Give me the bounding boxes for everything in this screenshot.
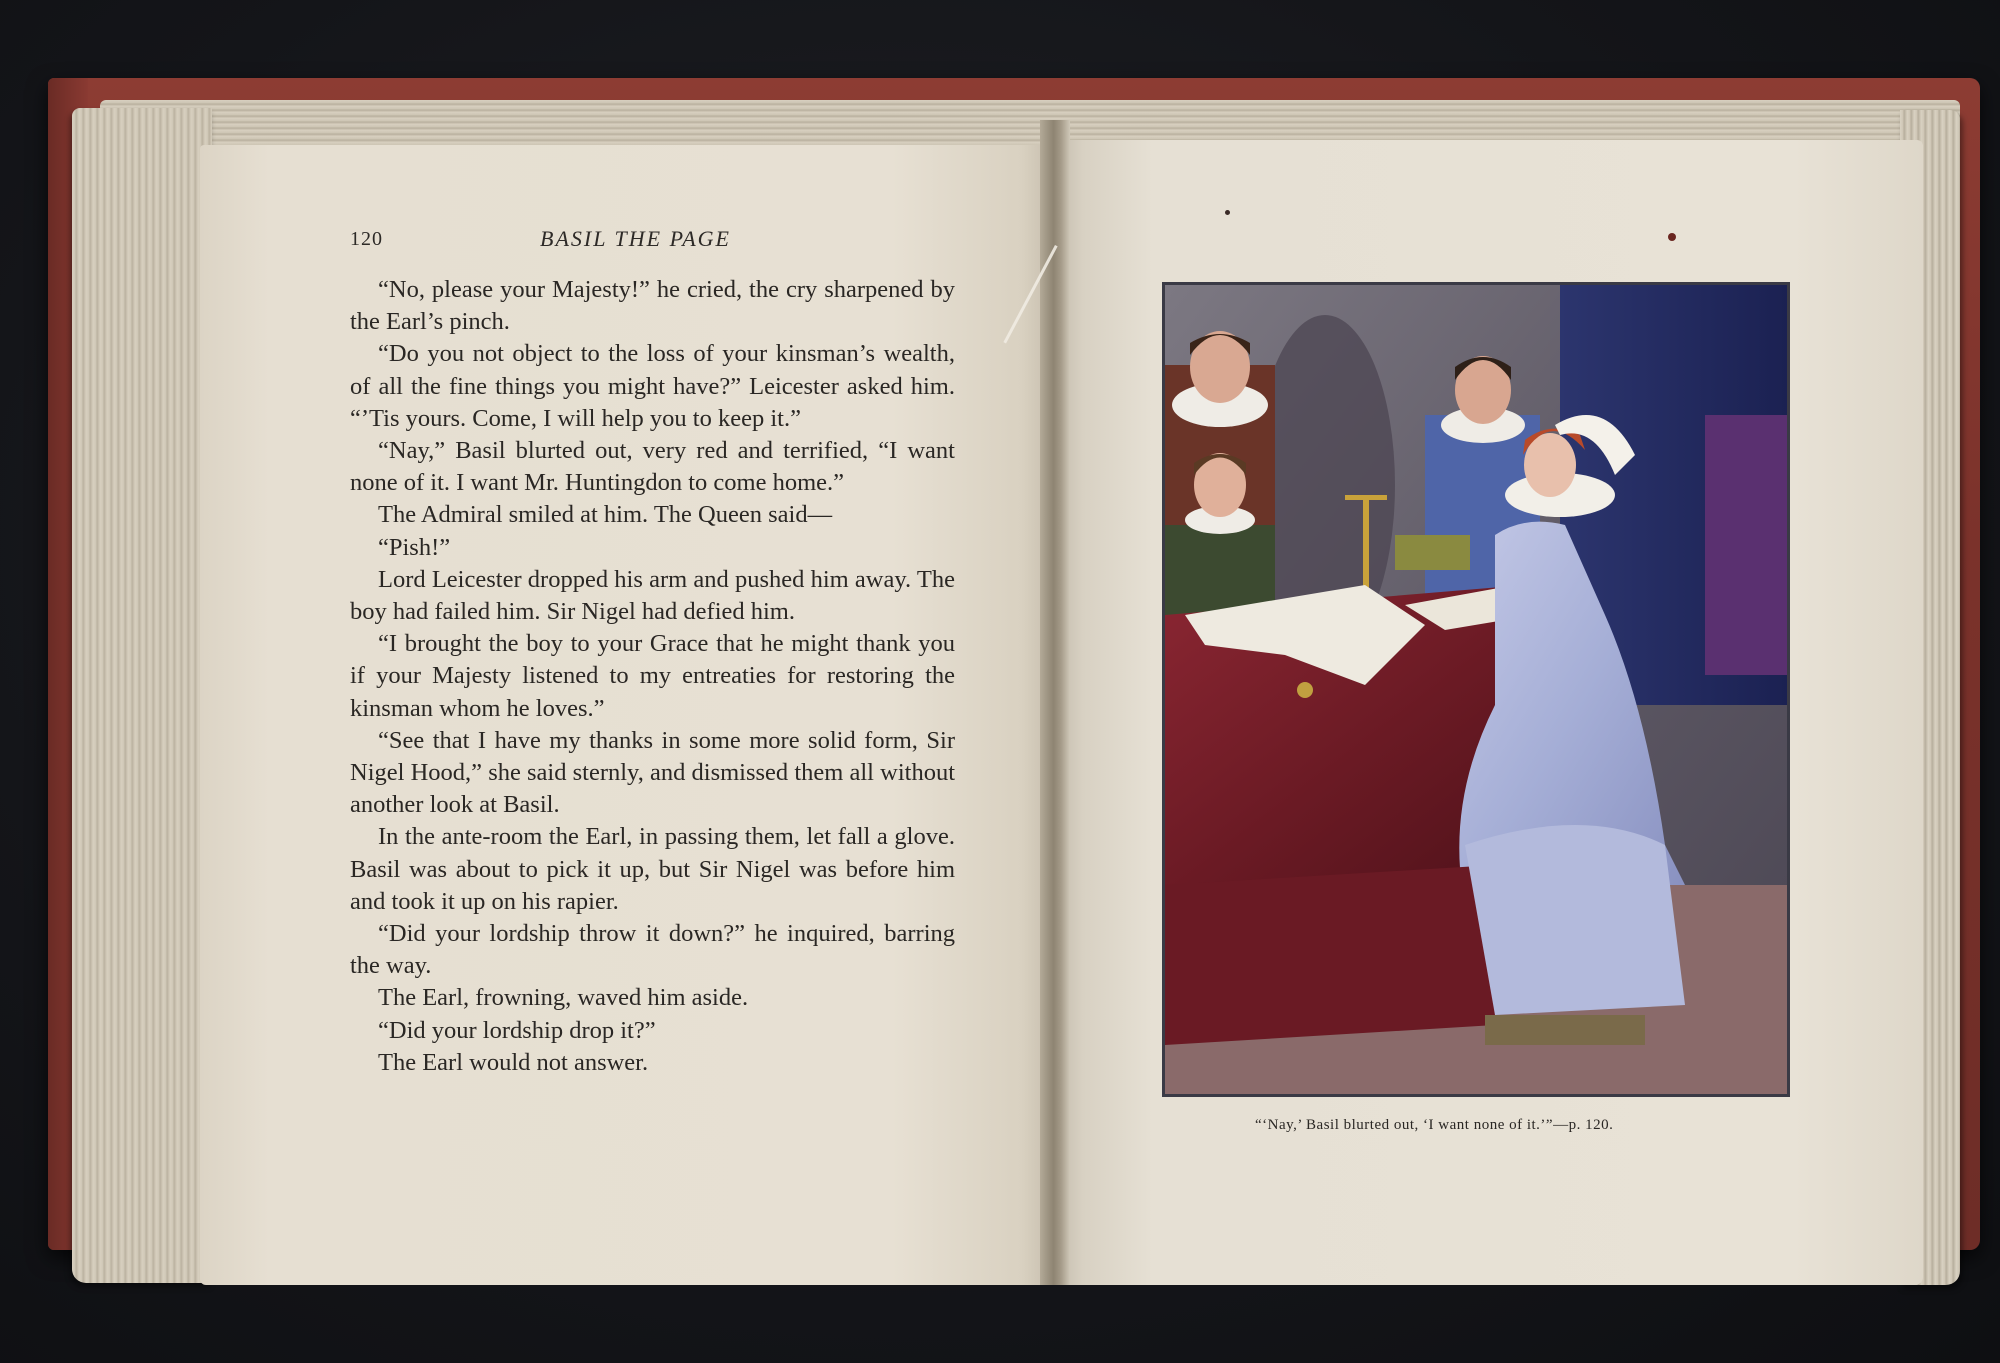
footstool	[1485, 1015, 1645, 1045]
paragraph: The Earl would not answer.	[378, 1048, 649, 1076]
queen-skirt	[1465, 825, 1685, 1015]
candlestick	[1363, 500, 1369, 590]
paragraph: “No, please your Majesty!” he cried, the cry sharpened by the Earl’s pinch.	[350, 276, 955, 336]
paragraph: “Nay,” Basil blurted out, very red and terrified, “I want none of it. I want Mr. Huntingdon to come home.”	[350, 437, 955, 497]
paragraph: “I brought the boy to your Grace that he might thank you if your Majesty listened to my entreaties for restoring the kinsman whom he loves.”	[350, 630, 955, 722]
green-box	[1395, 535, 1470, 570]
tablecloth-drape	[1165, 865, 1495, 1045]
book-gutter	[1040, 120, 1070, 1285]
purple-figure-right	[1705, 415, 1787, 675]
paragraph: “Do you not object to the loss of your kinsman’s wealth, of all the fine things you might have?” Leicester asked him. “’Tis yours. Come, I will help you to keep it.”	[350, 340, 955, 432]
paragraph: “Pish!”	[378, 533, 451, 561]
paragraph: “See that I have my thanks in some more solid form, Sir Nigel Hood,” she said sternly, and dismissed them all without another look at Basil.	[350, 726, 955, 819]
illustration-svg	[1165, 285, 1787, 1094]
page-stack-left	[72, 108, 212, 1283]
paper-speck	[1225, 210, 1230, 215]
paper-speck	[1668, 233, 1676, 241]
color-plate-illustration	[1162, 282, 1790, 1097]
body-text	[350, 274, 955, 1079]
running-head	[350, 226, 970, 256]
paragraph: Lord Leicester dropped his arm and pushed him away. The boy had failed him. Sir Nigel had defied him.	[350, 565, 955, 626]
plate-caption: “‘Nay,’ Basil blurted out, ‘I want none of it.’”—p. 120.	[1255, 1117, 1614, 1133]
running-title: BASIL THE PAGE	[540, 226, 731, 251]
page-number: 120	[350, 228, 383, 250]
paragraph: “Did your lordship throw it down?” he inquired, barring the way.	[350, 920, 955, 980]
paragraph: The Earl, frowning, waved him aside.	[378, 984, 749, 1012]
paragraph: The Admiral smiled at him. The Queen said—	[378, 501, 833, 529]
paragraph: “Did your lordship drop it?”	[378, 1016, 656, 1044]
paragraph: In the ante-room the Earl, in passing them, let fall a glove. Basil was about to pick it up, but Sir Nigel was before him and took it up on his rapier.	[350, 823, 955, 915]
candlestick-arm	[1345, 495, 1387, 500]
wax-seal	[1297, 682, 1313, 698]
